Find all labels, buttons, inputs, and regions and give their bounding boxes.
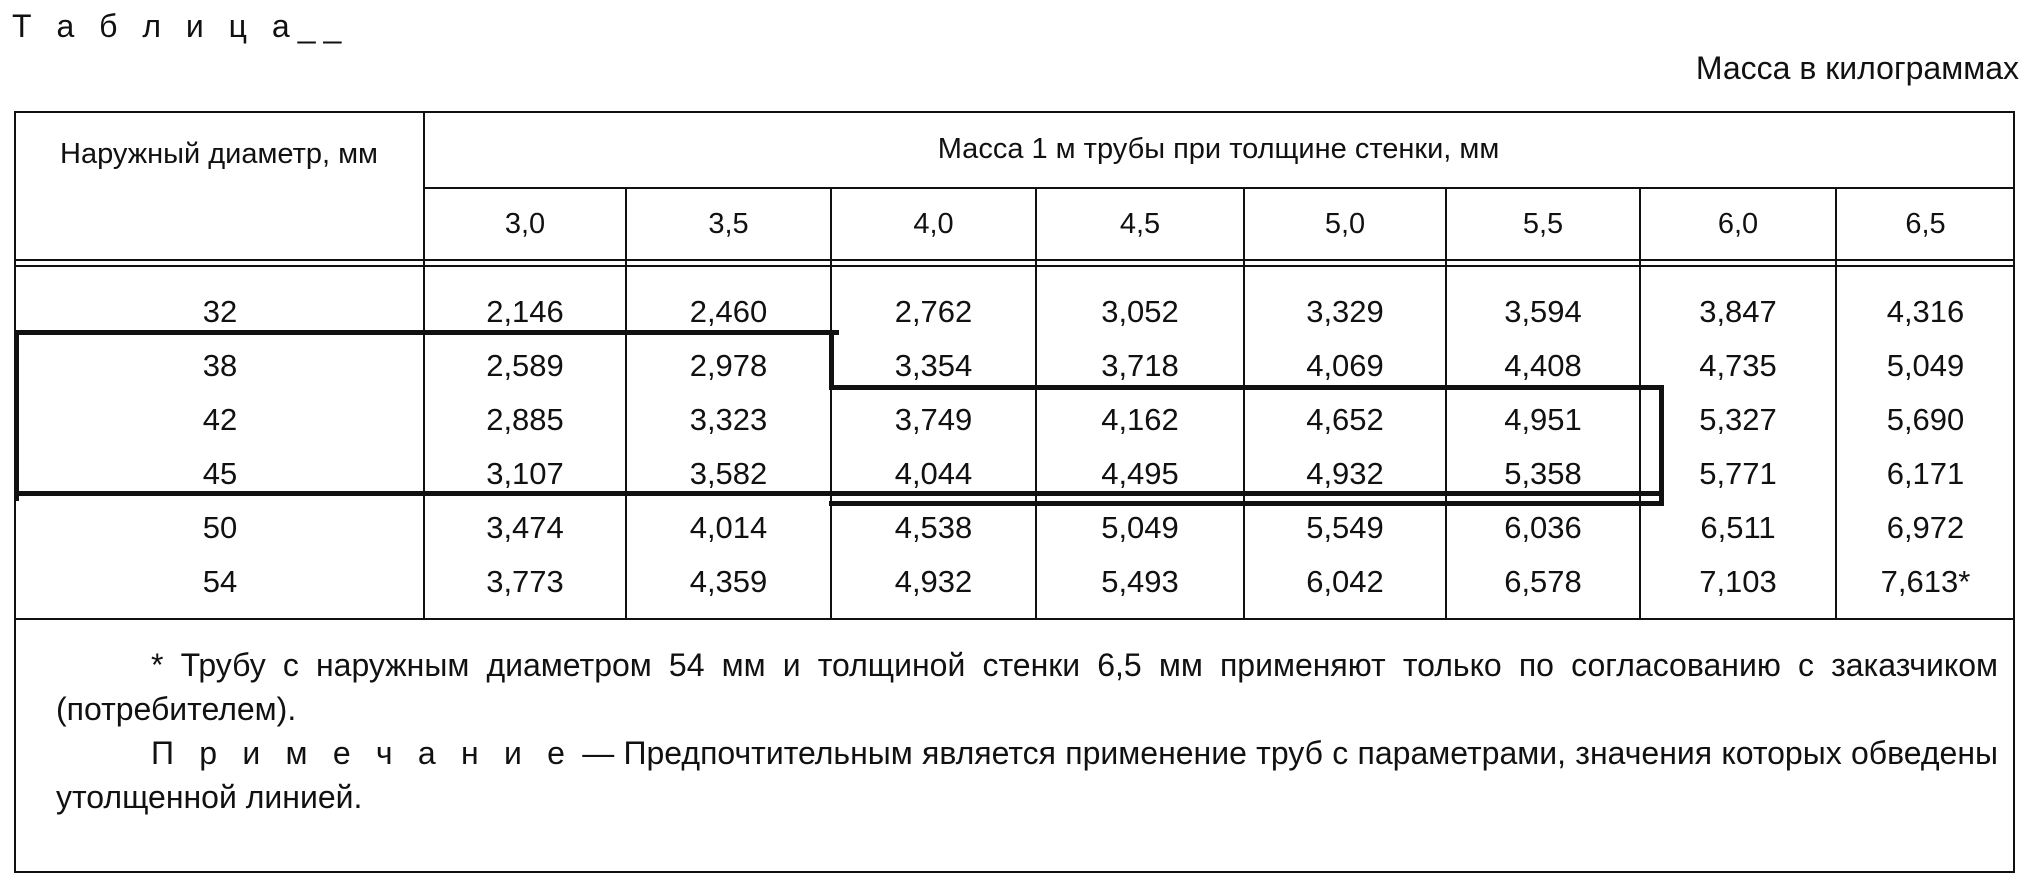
- mass-cell: 5,690: [1886, 402, 1965, 437]
- mass-cell: 5,327: [1699, 402, 1777, 437]
- mass-cell: 4,538: [894, 510, 973, 545]
- mass-cell: 5,771: [1699, 456, 1777, 491]
- mass-cell: 2,978: [689, 348, 768, 383]
- mass-cell: 4,495: [1101, 456, 1179, 491]
- row-diameter: 50: [202, 510, 238, 545]
- header-bottom-line-2: [16, 265, 2013, 267]
- mass-cell: 6,972: [1886, 510, 1965, 545]
- mass-cell: 4,932: [1306, 456, 1384, 491]
- mass-cell: 5,358: [1504, 456, 1582, 491]
- column-separator: [1445, 187, 1447, 618]
- mass-cell: 3,107: [486, 456, 564, 491]
- mass-cell: 4,359: [689, 564, 768, 599]
- units-label: Масса в килограммах: [1695, 50, 2019, 86]
- note-text: — Предпочтительным является применение труб с параметрами, значения которых обведены утолщенной линией.: [56, 735, 1999, 815]
- column-separator: [830, 187, 832, 618]
- header-wall-thickness: 6,5: [1905, 207, 1946, 240]
- mass-cell: 7,103: [1699, 564, 1777, 599]
- mass-cell: 2,146: [486, 294, 564, 329]
- mass-cell: 4,735: [1699, 348, 1777, 383]
- mass-cell: 3,718: [1101, 348, 1179, 383]
- mass-table: [14, 111, 2015, 873]
- header-outer-diameter: Наружный диаметр, мм: [60, 138, 378, 170]
- mass-cell: 6,042: [1306, 564, 1384, 599]
- mass-cell: 2,762: [894, 294, 973, 329]
- mass-cell: 4,162: [1101, 402, 1179, 437]
- header-wall-thickness: 3,0: [504, 207, 546, 240]
- mass-cell: 4,316: [1886, 294, 1965, 329]
- mass-cell: 3,329: [1306, 294, 1384, 329]
- preferred-outline-right-block: [829, 385, 1664, 506]
- header-wall-thickness: 5,5: [1522, 207, 1564, 240]
- row-diameter: 38: [202, 348, 238, 383]
- table-body-bottom-line: [16, 618, 2013, 620]
- mass-cell: 3,354: [894, 348, 973, 383]
- row-diameter: 54: [202, 564, 238, 599]
- footnote: * Трубу с наружным диаметром 54 мм и толщиной стенки 6,5 мм применяют только по согласованию с заказчиком (потребителем).: [56, 647, 1998, 727]
- mass-cell: 6,578: [1504, 564, 1582, 599]
- mass-cell: 5,049: [1101, 510, 1179, 545]
- header-mass-span: Масса 1 м трубы при толщине стенки, мм: [937, 133, 1500, 165]
- mass-cell: 2,460: [689, 294, 768, 329]
- mass-cell: 2,589: [486, 348, 564, 383]
- mass-cell: 3,749: [894, 402, 973, 437]
- mass-cell: 4,652: [1306, 402, 1384, 437]
- mass-cell: 5,549: [1306, 510, 1384, 545]
- mass-cell: 5,493: [1101, 564, 1179, 599]
- column-separator: [625, 187, 627, 618]
- preferred-outline-left-block: [14, 330, 839, 501]
- table-caption: Т а б л и ц а__: [12, 8, 350, 44]
- mass-cell: 6,511: [1700, 510, 1776, 545]
- column-separator: [1243, 187, 1245, 618]
- row-diameter: 32: [202, 294, 238, 329]
- header-wall-thickness: 4,5: [1119, 207, 1161, 240]
- mass-cell: 6,036: [1504, 510, 1582, 545]
- mass-cell: 7,613*: [1880, 564, 1971, 599]
- mass-cell: 5,049: [1886, 348, 1965, 383]
- mass-cell: 4,932: [894, 564, 973, 599]
- mass-cell: 3,323: [689, 402, 768, 437]
- header-bottom-line: [16, 259, 2013, 261]
- mass-cell: 3,773: [486, 564, 564, 599]
- header-wall-thickness: 5,0: [1324, 207, 1366, 240]
- column-separator: [423, 113, 425, 618]
- column-separator: [1639, 187, 1641, 618]
- row-diameter: 45: [202, 456, 238, 491]
- mass-cell: 3,052: [1101, 294, 1179, 329]
- mass-cell: 3,582: [689, 456, 768, 491]
- mass-cell: 4,069: [1306, 348, 1384, 383]
- column-separator: [1835, 187, 1837, 618]
- note-label: П р и м е ч а н и е: [151, 735, 573, 771]
- column-separator: [1035, 187, 1037, 618]
- mass-cell: 3,474: [486, 510, 564, 545]
- header-wall-thickness: 4,0: [913, 207, 954, 240]
- mass-cell: 2,885: [486, 402, 564, 437]
- preferred-outline-bottom: [14, 491, 1659, 501]
- header-wall-thickness: 6,0: [1717, 207, 1759, 240]
- mass-cell: 4,408: [1504, 348, 1582, 383]
- table-notes: [56, 643, 1998, 819]
- header-wall-thickness: 3,5: [708, 207, 749, 240]
- mass-cell: 4,044: [894, 456, 973, 491]
- mass-cell: 4,014: [689, 510, 768, 545]
- mass-cell: 3,847: [1699, 294, 1777, 329]
- mass-cell: 4,951: [1504, 402, 1582, 437]
- row-diameter: 42: [202, 402, 238, 437]
- mass-cell: 3,594: [1504, 294, 1582, 329]
- mass-cell: 6,171: [1886, 456, 1965, 491]
- note: [56, 731, 1998, 819]
